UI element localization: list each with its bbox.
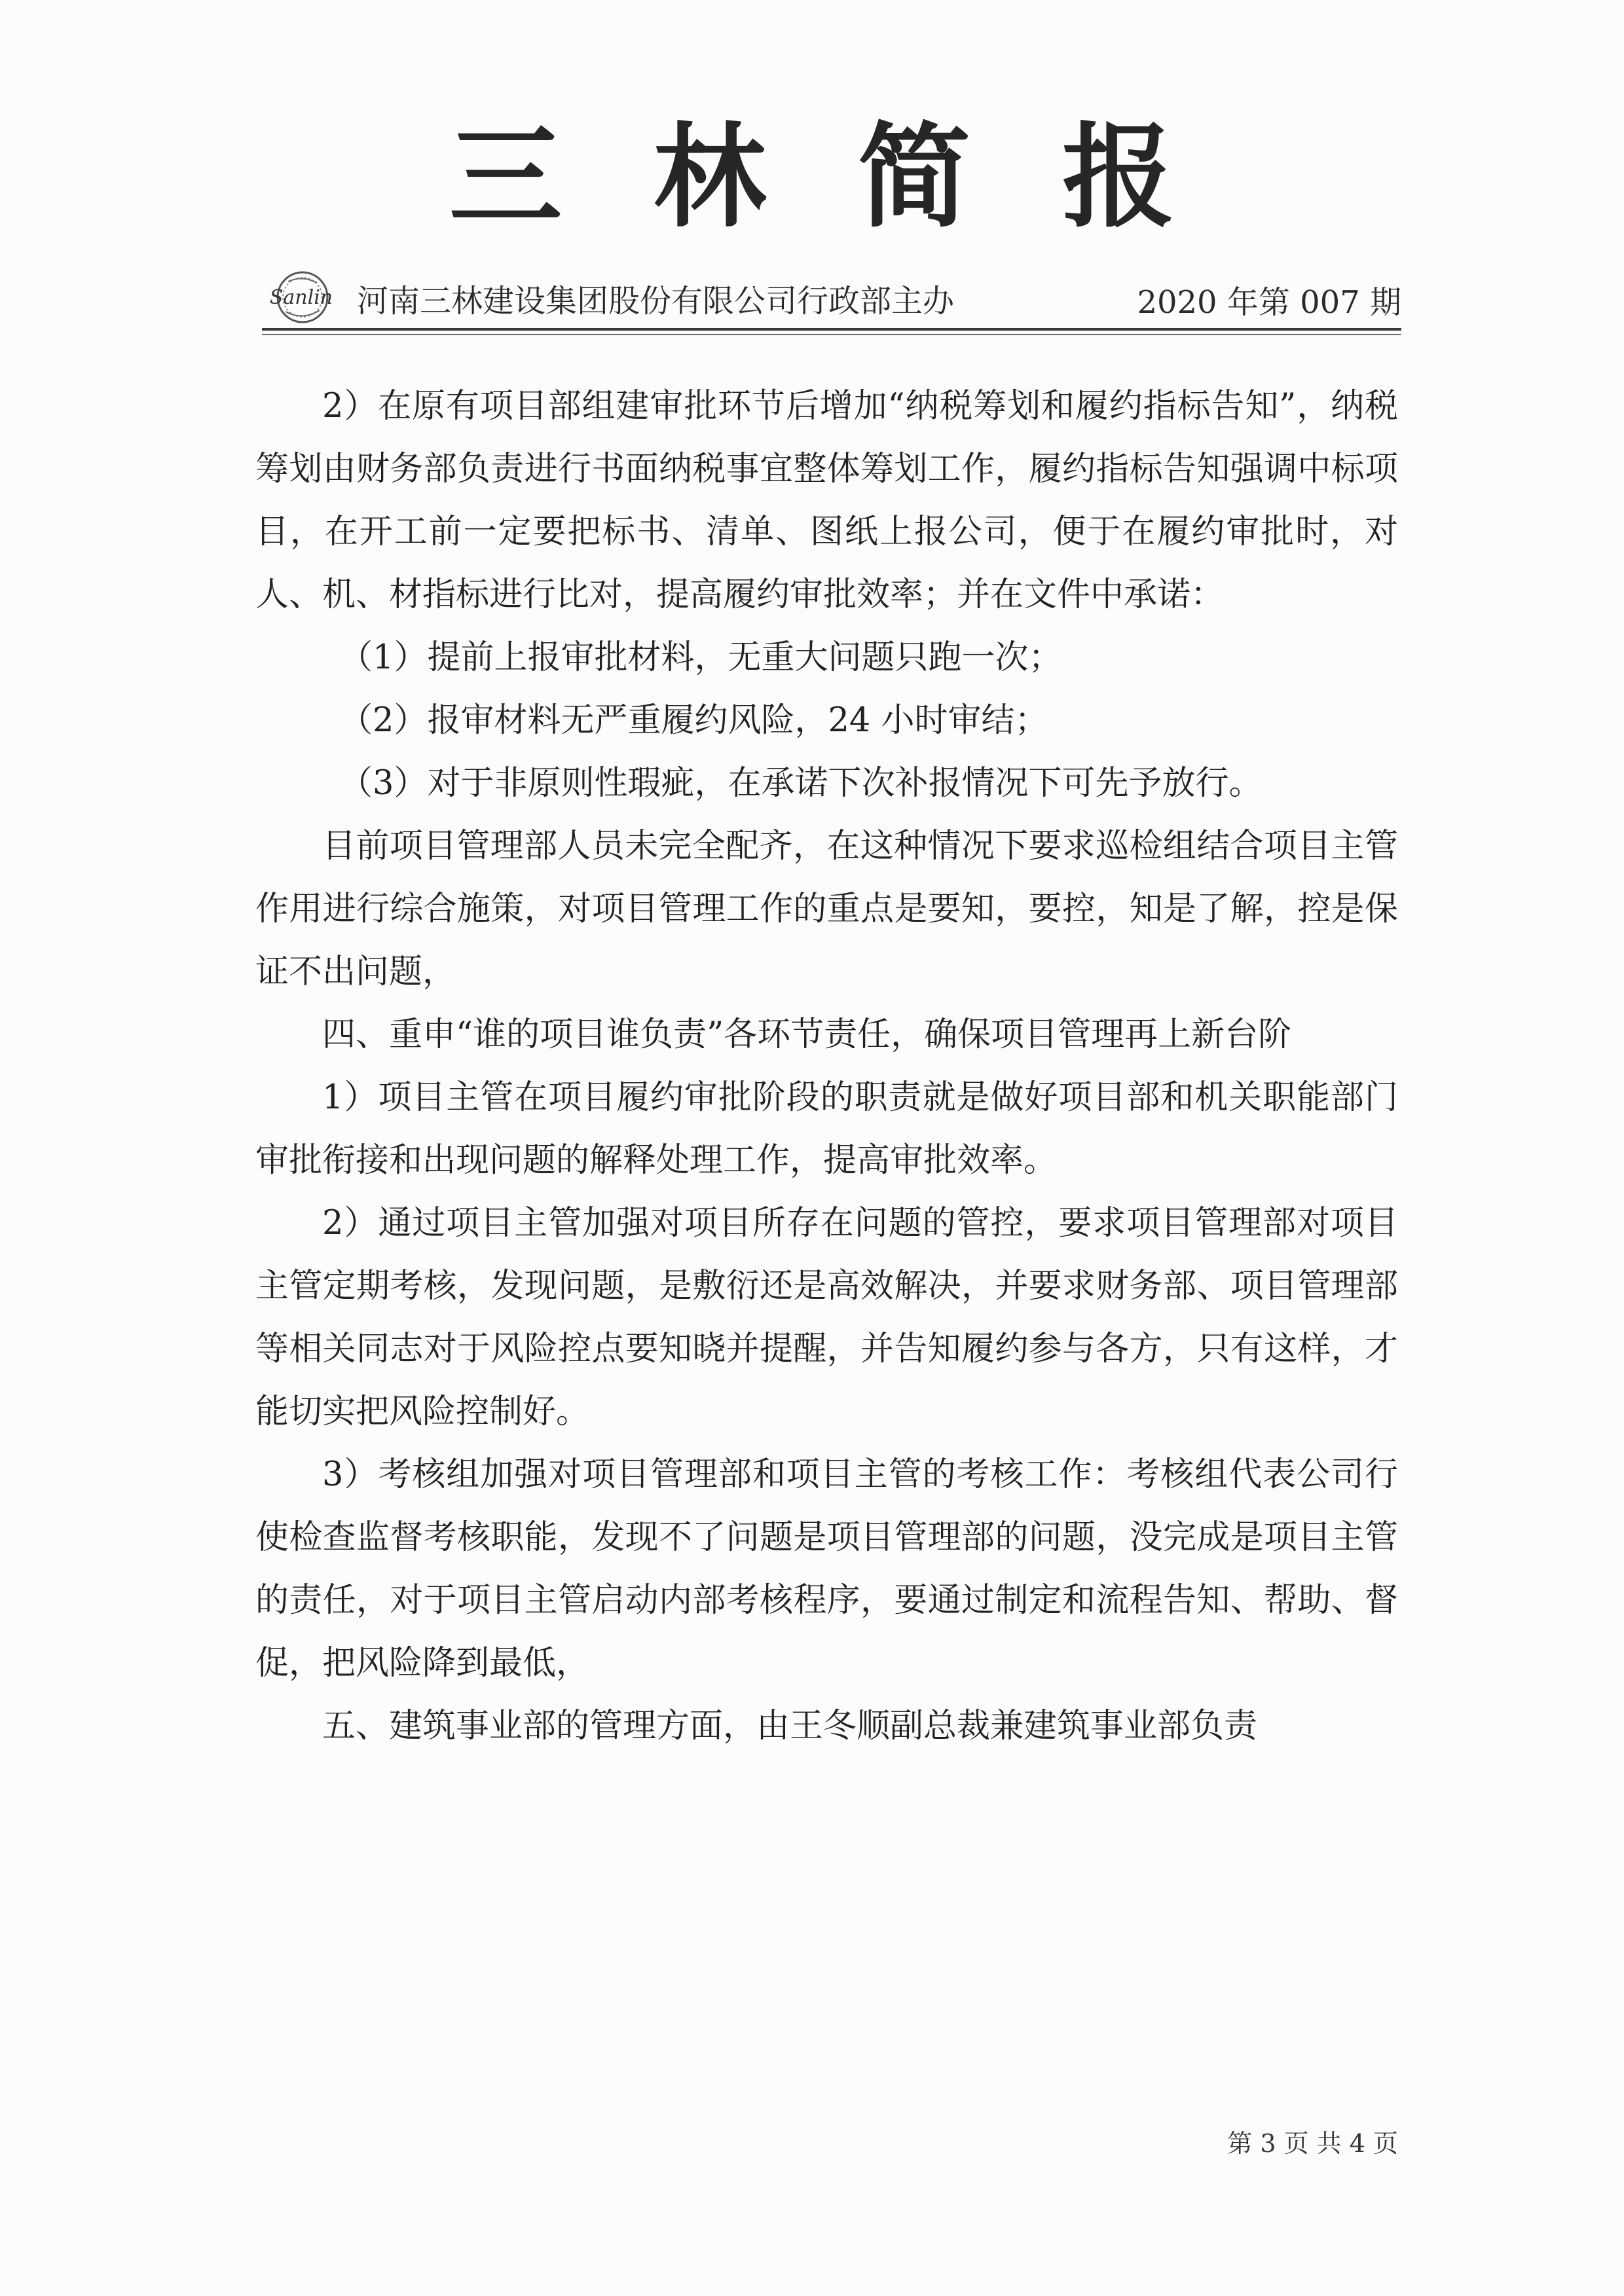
- publication-header: [262, 267, 1401, 333]
- commitment-item-2: （2）报审材料无严重履约风险，24 小时审结；: [339, 701, 1048, 740]
- article-body: [255, 375, 1398, 1758]
- logo-text: Sanlin: [269, 286, 333, 309]
- paragraph-point-1: 1）项目主管在项目履约审批阶段的职责就是做好项目部和机关职能部门审批衔接和出现问题的解释处理工作，提高审批效率。: [255, 1078, 1398, 1180]
- page-number: 第 3 页 共 4 页: [1227, 2129, 1398, 2158]
- issue-number: 2020 年第 007 期: [1137, 284, 1401, 321]
- header-rule: [262, 328, 1401, 331]
- paragraph-tax-planning: 2）在原有项目部组建审批环节后增加“纳税筹划和履约指标告知”，纳税筹划由财务部负责进行书面纳税事宜整体筹划工作，履约指标告知强调中标项目，在开工前一定要把标书、清单、图纸上报公司，便于在履约审批时，对人、机、材指标进行比对，提高履约审批效率；并在文件中承诺：: [255, 387, 1398, 614]
- publisher-line: 河南三林建设集团股份有限公司行政部主办: [357, 283, 955, 319]
- commitment-item-3: （3）对于非原则性瑕疵，在承诺下次补报情况下可先予放行。: [339, 764, 1263, 803]
- company-logo: [262, 268, 341, 326]
- section-heading-four: 四、重申“谁的项目谁负责”各环节责任，确保项目管理再上新台阶: [322, 1015, 1292, 1054]
- header-rule-thin: [262, 334, 1401, 335]
- commitment-item-1: （1）提前上报审批材料，无重大问题只跑一次；: [339, 638, 1062, 677]
- paragraph-point-3: 3）考核组加强对项目管理部和项目主管的考核工作：考核组代表公司行使检查监督考核职能，发现不了问题是项目管理部的问题，没完成是项目主管的责任，对于项目主管启动内部考核程序，要通过制定和流程告知、帮助、督促，把风险降到最低，: [255, 1455, 1398, 1683]
- paragraph-staffing: 目前项目管理部人员未完全配齐，在这种情况下要求巡检组结合项目主管作用进行综合施策，对项目管理工作的重点是要知，要控，知是了解，控是保证不出问题，: [255, 827, 1398, 991]
- paragraph-point-2: 2）通过项目主管加强对项目所存在问题的管控，要求项目管理部对项目主管定期考核，发现问题，是敷衍还是高效解决，并要求财务部、项目管理部等相关同志对于风险控点要知晓并提醒，并告知履约参与各方，只有这样，才能切实把风险控制好。: [255, 1204, 1398, 1431]
- section-heading-five: 五、建筑事业部的管理方面，由王冬顺副总裁兼建筑事业部负责: [322, 1707, 1258, 1745]
- newsletter-title: 三林简报: [449, 110, 1266, 243]
